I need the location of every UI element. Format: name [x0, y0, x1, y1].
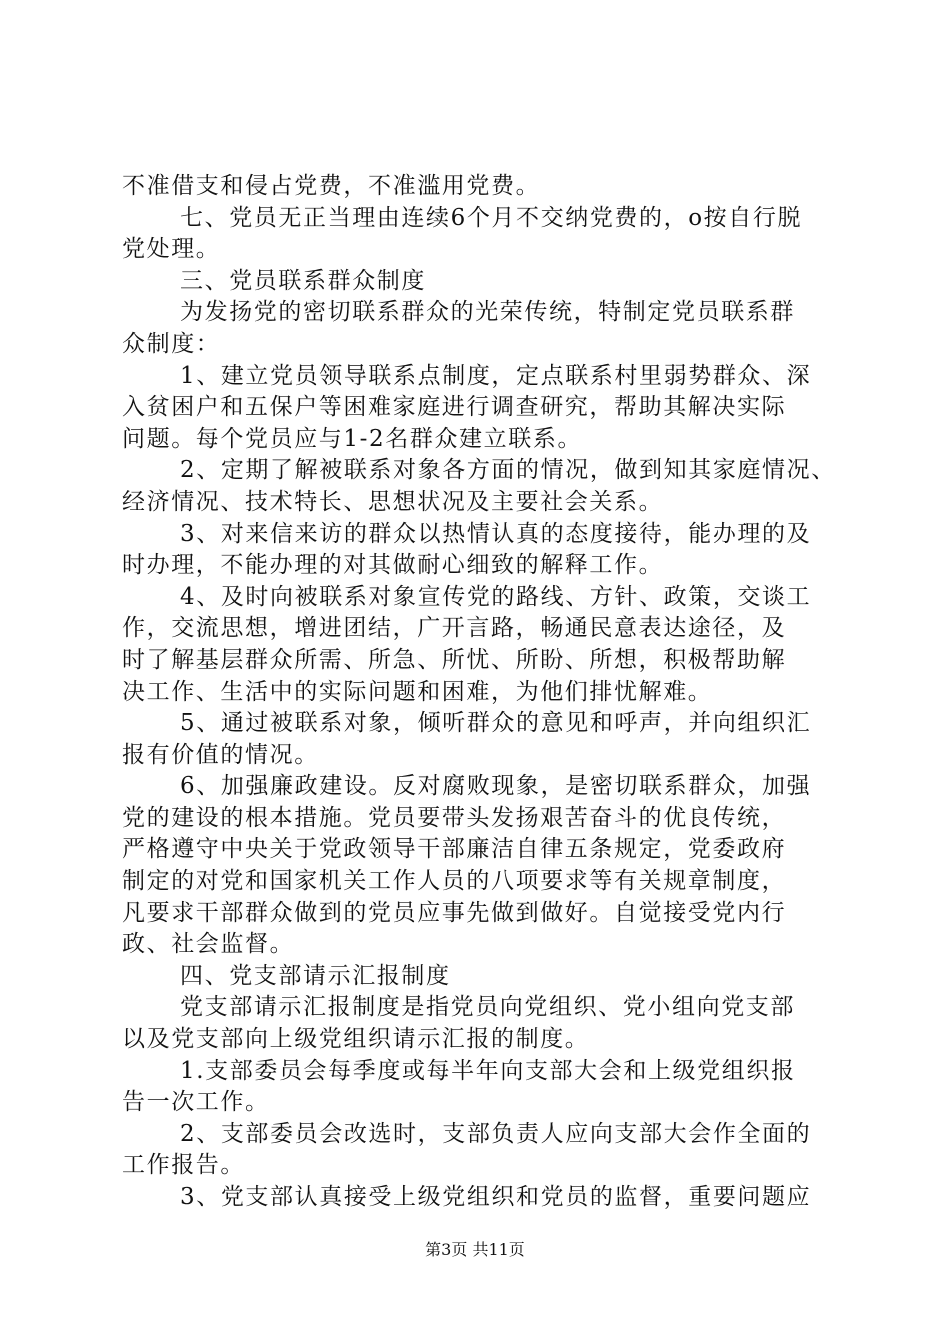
- text-line: 告一次工作。: [122, 1089, 270, 1116]
- section-heading: 四、党支部请示汇报制度: [180, 962, 451, 989]
- text-line: 经济情况、技术特长、思想状况及主要社会关系。: [122, 488, 664, 515]
- text-line: 以及党支部向上级党组织请示汇报的制度。: [122, 1026, 590, 1053]
- text-line: 3、对来信来访的群众以热情认真的态度接待，能办理的及: [180, 520, 812, 547]
- text-line: 2、定期了解被联系对象各方面的情况，做到知其家庭情况、: [180, 457, 836, 484]
- text-line: 作，交流思想，增进团结，广开言路，畅通民意表达途径，及: [122, 615, 787, 642]
- text-line: 工作报告。: [122, 1152, 245, 1179]
- page-number-footer: 第3页 共11页: [425, 1240, 525, 1259]
- text-line: 入贫困户和五保户等困难家庭进行调查研究，帮助其解决实际: [122, 394, 787, 421]
- text-line: 报有价值的情况。: [122, 741, 319, 768]
- text-line: 5、通过被联系对象，倾听群众的意见和呼声，并向组织汇: [180, 710, 812, 737]
- text-line: 3、党支部认真接受上级党组织和党员的监督，重要问题应: [180, 1184, 812, 1210]
- text-line: 七、党员无正当理由连续6个月不交纳党费的，o按自行脱: [180, 204, 803, 231]
- text-line: 1、建立党员领导联系点制度，定点联系村里弱势群众、深: [180, 362, 812, 389]
- text-line: 4、及时向被联系对象宣传党的路线、方针、政策，交谈工: [180, 583, 812, 610]
- text-line: 凡要求干部群众做到的党员应事先做到做好。自觉接受党内行: [122, 899, 787, 926]
- text-line: 1.支部委员会每季度或每半年向支部大会和上级党组织报: [180, 1057, 796, 1084]
- text-line: 6、加强廉政建设。反对腐败现象，是密切联系群众，加强: [180, 773, 812, 800]
- document-body: [122, 171, 834, 1214]
- text-line: 2、支部委员会改选时，支部负责人应向支部大会作全面的: [180, 1120, 812, 1147]
- text-line: 政、社会监督。: [122, 931, 295, 958]
- text-line: 决工作、生活中的实际问题和困难，为他们排忧解难。: [122, 678, 713, 705]
- text-line: 不准借支和侵占党费，不准滥用党费。: [122, 173, 541, 199]
- text-line: 问题。每个党员应与1-2名群众建立联系。: [122, 425, 583, 452]
- text-line: 严格遵守中央关于党政领导干部廉洁自律五条规定，党委政府: [122, 836, 787, 863]
- text-line: 党支部请示汇报制度是指党员向党组织、党小组向党支部: [180, 994, 795, 1021]
- text-line: 为发扬党的密切联系群众的光荣传统，特制定党员联系群: [180, 299, 795, 326]
- text-line: 众制度：: [122, 330, 221, 357]
- text-line: 制定的对党和国家机关工作人员的八项要求等有关规章制度，: [122, 868, 787, 895]
- text-line: 党的建设的根本措施。党员要带头发扬艰苦奋斗的优良传统，: [122, 804, 787, 831]
- text-line: 时了解基层群众所需、所急、所忧、所盼、所想，积极帮助解: [122, 646, 787, 673]
- section-heading: 三、党员联系群众制度: [180, 267, 426, 294]
- text-line: 时办理，不能办理的对其做耐心细致的解释工作。: [122, 552, 664, 579]
- text-line: 党处理。: [122, 236, 221, 263]
